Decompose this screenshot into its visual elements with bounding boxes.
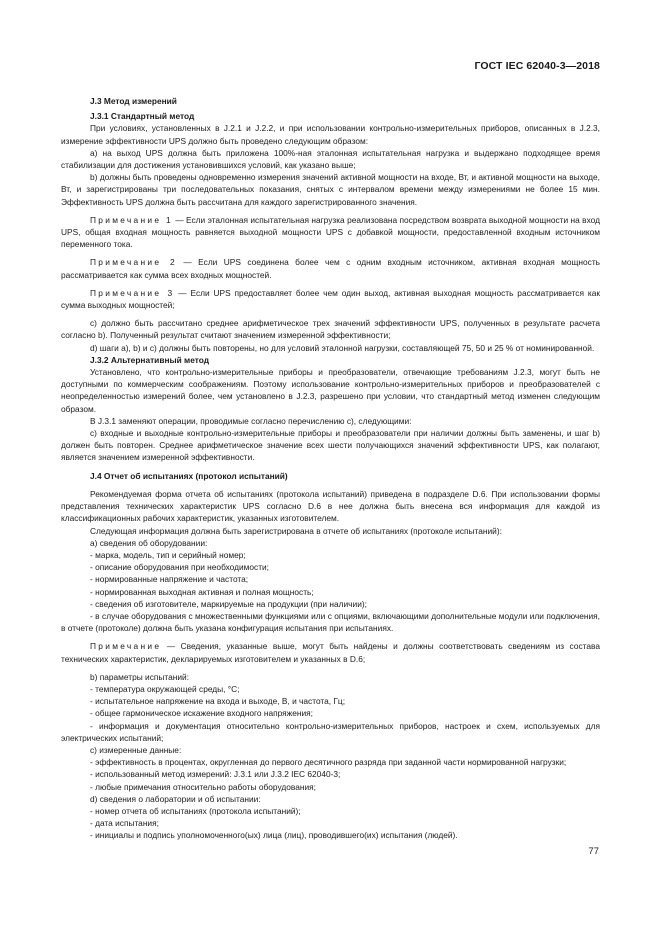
section-j3-heading: J.3 Метод измерений — [90, 96, 177, 106]
note-text: — Сведения, указанные выше, могут быть найдены и должны соответствовать сведениям из состава технических характеристик, декларируемых изготовителем и указанных в D.6; — [61, 641, 600, 664]
list-item: d) шаги а), b) и с) должны быть повторены, но для условий эталонной нагрузки, составляющей 75, 50 и 25 % от номинированной. — [90, 342, 595, 353]
list-item: - эффективность в процентах, округленная до первого десятичного разряда при заданной части нормированной нагрузки; — [90, 757, 567, 768]
list-item: - марка, модель, тип и серийный номер; — [90, 549, 246, 560]
section-j32-heading: J.3.2 Альтернативный метод — [90, 354, 210, 365]
list-item: - информация и документация относительно контрольно-измерительных приборов, настроек и схем, используемых для электрических испытаний; — [61, 720, 600, 743]
list-item: а) на выход UPS должна быть приложена 100%-ная эталонная испытательная нагрузка и выдержано подходящее время стабилизации для достижения установившихся условий, как указано выше; — [61, 147, 600, 171]
list-item: - сведения об изготовителе, маркируемые на продукции (при наличии); — [90, 598, 367, 609]
note-label: Примечание 1 — [90, 214, 173, 225]
page-number: 77 — [588, 846, 599, 857]
paragraph: При условиях, установленных в J.2.1 и J.2.2, и при использовании контрольно-измерительных приборов, описанных в J.2.3, измерение эффективности UPS должно быть проведено следующим образом: — [61, 123, 600, 146]
document-body — [61, 89, 600, 842]
section-j4-heading: J.4 Отчет об испытаниях (протокол испытаний) — [90, 470, 288, 481]
list-item: а) сведения об оборудовании: — [90, 537, 208, 548]
list-item: - температура окружающей среды, °С; — [90, 683, 240, 694]
note-text: — Если эталонная испытательная нагрузка реализована посредством возврата выходной мощности на вход UPS, общая входная мощность равняется выходной мощности UPS с добавкой мощности, предоставленной входным источником переменного тока. — [61, 214, 600, 250]
list-item: - нормированная выходная активная и полная мощность; — [90, 586, 314, 597]
list-item: - номер отчета об испытаниях (протокола испытаний); — [90, 805, 301, 816]
note — [61, 214, 600, 251]
list-item: - в случае оборудования с множественными функциями или с опциями, включающими дополнительные модули или подключения, в отчете (протоколе) должна быть указана конфигурация испытания при испытаниях. — [61, 610, 600, 634]
list-item: - общее гармоническое искажение входного напряжения; — [90, 708, 313, 719]
note — [61, 640, 600, 664]
paragraph: Следующая информация должна быть зарегистрирована в отчете об испытаниях (протоколе испытаний): — [90, 525, 502, 536]
list-item: - любые примечания относительно работы оборудования; — [90, 781, 316, 792]
list-item: с) должно быть рассчитано среднее арифметическое трех значений эффективности UPS, полученных в результате расчета согласно b). Полученный результат считают значением измеренной эффективности; — [61, 318, 600, 341]
note-text: — Если UPS предоставляет более чем один выход, активная выходная мощность рассматривается как сумма выходных мощностей; — [61, 287, 600, 311]
note-label: Примечание — [90, 641, 162, 652]
paragraph: В J.3.1 заменяют операции, проводимые согласно перечислению с), следующими: — [90, 415, 412, 426]
section-j31-heading: J.3.1 Стандартный метод — [90, 111, 195, 122]
note — [61, 287, 600, 311]
list-item: - описание оборудования при необходимости; — [90, 562, 269, 573]
list-item: b) должны быть проведены одновременно измерения значений активной мощности на входе, Вт, и активной мощности на выходе, Вт, и зарегистрированы три последовательных показания, снятых с интервалом времени между измерениями не более 15 мин. Эффективность UPS должна быть рассчитана для каждого зарегистрированного значения. — [61, 172, 600, 207]
list-item: - использованный метод измерений: J.3.1 или J.3.2 IEC 62040-3; — [90, 769, 341, 780]
list-item: - дата испытания; — [90, 818, 159, 829]
list-item: d) сведения о лаборатории и об испытании: — [90, 793, 261, 804]
standard-header: ГОСТ IEC 62040-3—2018 — [474, 60, 600, 72]
list-item: с) входные и выходные контрольно-измерительные приборы и преобразователи при наличии должны быть заменены, и шаг b) должен быть повторен. Среднее арифметическое значение всех шести получающихся значений эффективности UPS, как полагают, является значением измеренной эффективности. — [61, 428, 600, 463]
note — [61, 256, 600, 280]
paragraph: Рекомендуемая форма отчета об испытаниях (протокола испытаний) приведена в подразделе D.6. При использовании формы представления технических характеристик UPS согласно D.6 в нее должна быть внесена вся информация для каждой из классификационных рабочих характеристик, указанных изготовителем. — [61, 488, 600, 524]
list-item: - нормированные напряжение и частота; — [90, 574, 249, 585]
list-item: - инициалы и подпись уполномоченного(ых) лица (лиц), проводившего(их) испытания (людей). — [90, 830, 458, 841]
note-text: — Если UPS соединена более чем с одним входным источником, активная входная мощность рассматривается как сумма всех входных мощностей. — [61, 257, 600, 280]
list-item: с) измеренные данные: — [90, 744, 182, 755]
list-item: b) параметры испытаний: — [90, 671, 190, 682]
paragraph: Установлено, что контрольно-измерительные приборы и преобразователи, отвечающие требованиям J.2.3, могут быть не доступными по коммерческим соображениям. Поэтому использование контрольно-измерительных приборов и преобразователей с неопределенностью измерений более, чем установлено в J.2.3, разрешено при условии, что стандартный метод изменен следующим образом. — [61, 367, 600, 414]
note-label: Примечание 3 — [90, 287, 175, 298]
list-item: - испытательное напряжение на входа и выходе, В, и частота, Гц; — [90, 696, 346, 707]
note-label: Примечание 2 — [90, 257, 177, 268]
